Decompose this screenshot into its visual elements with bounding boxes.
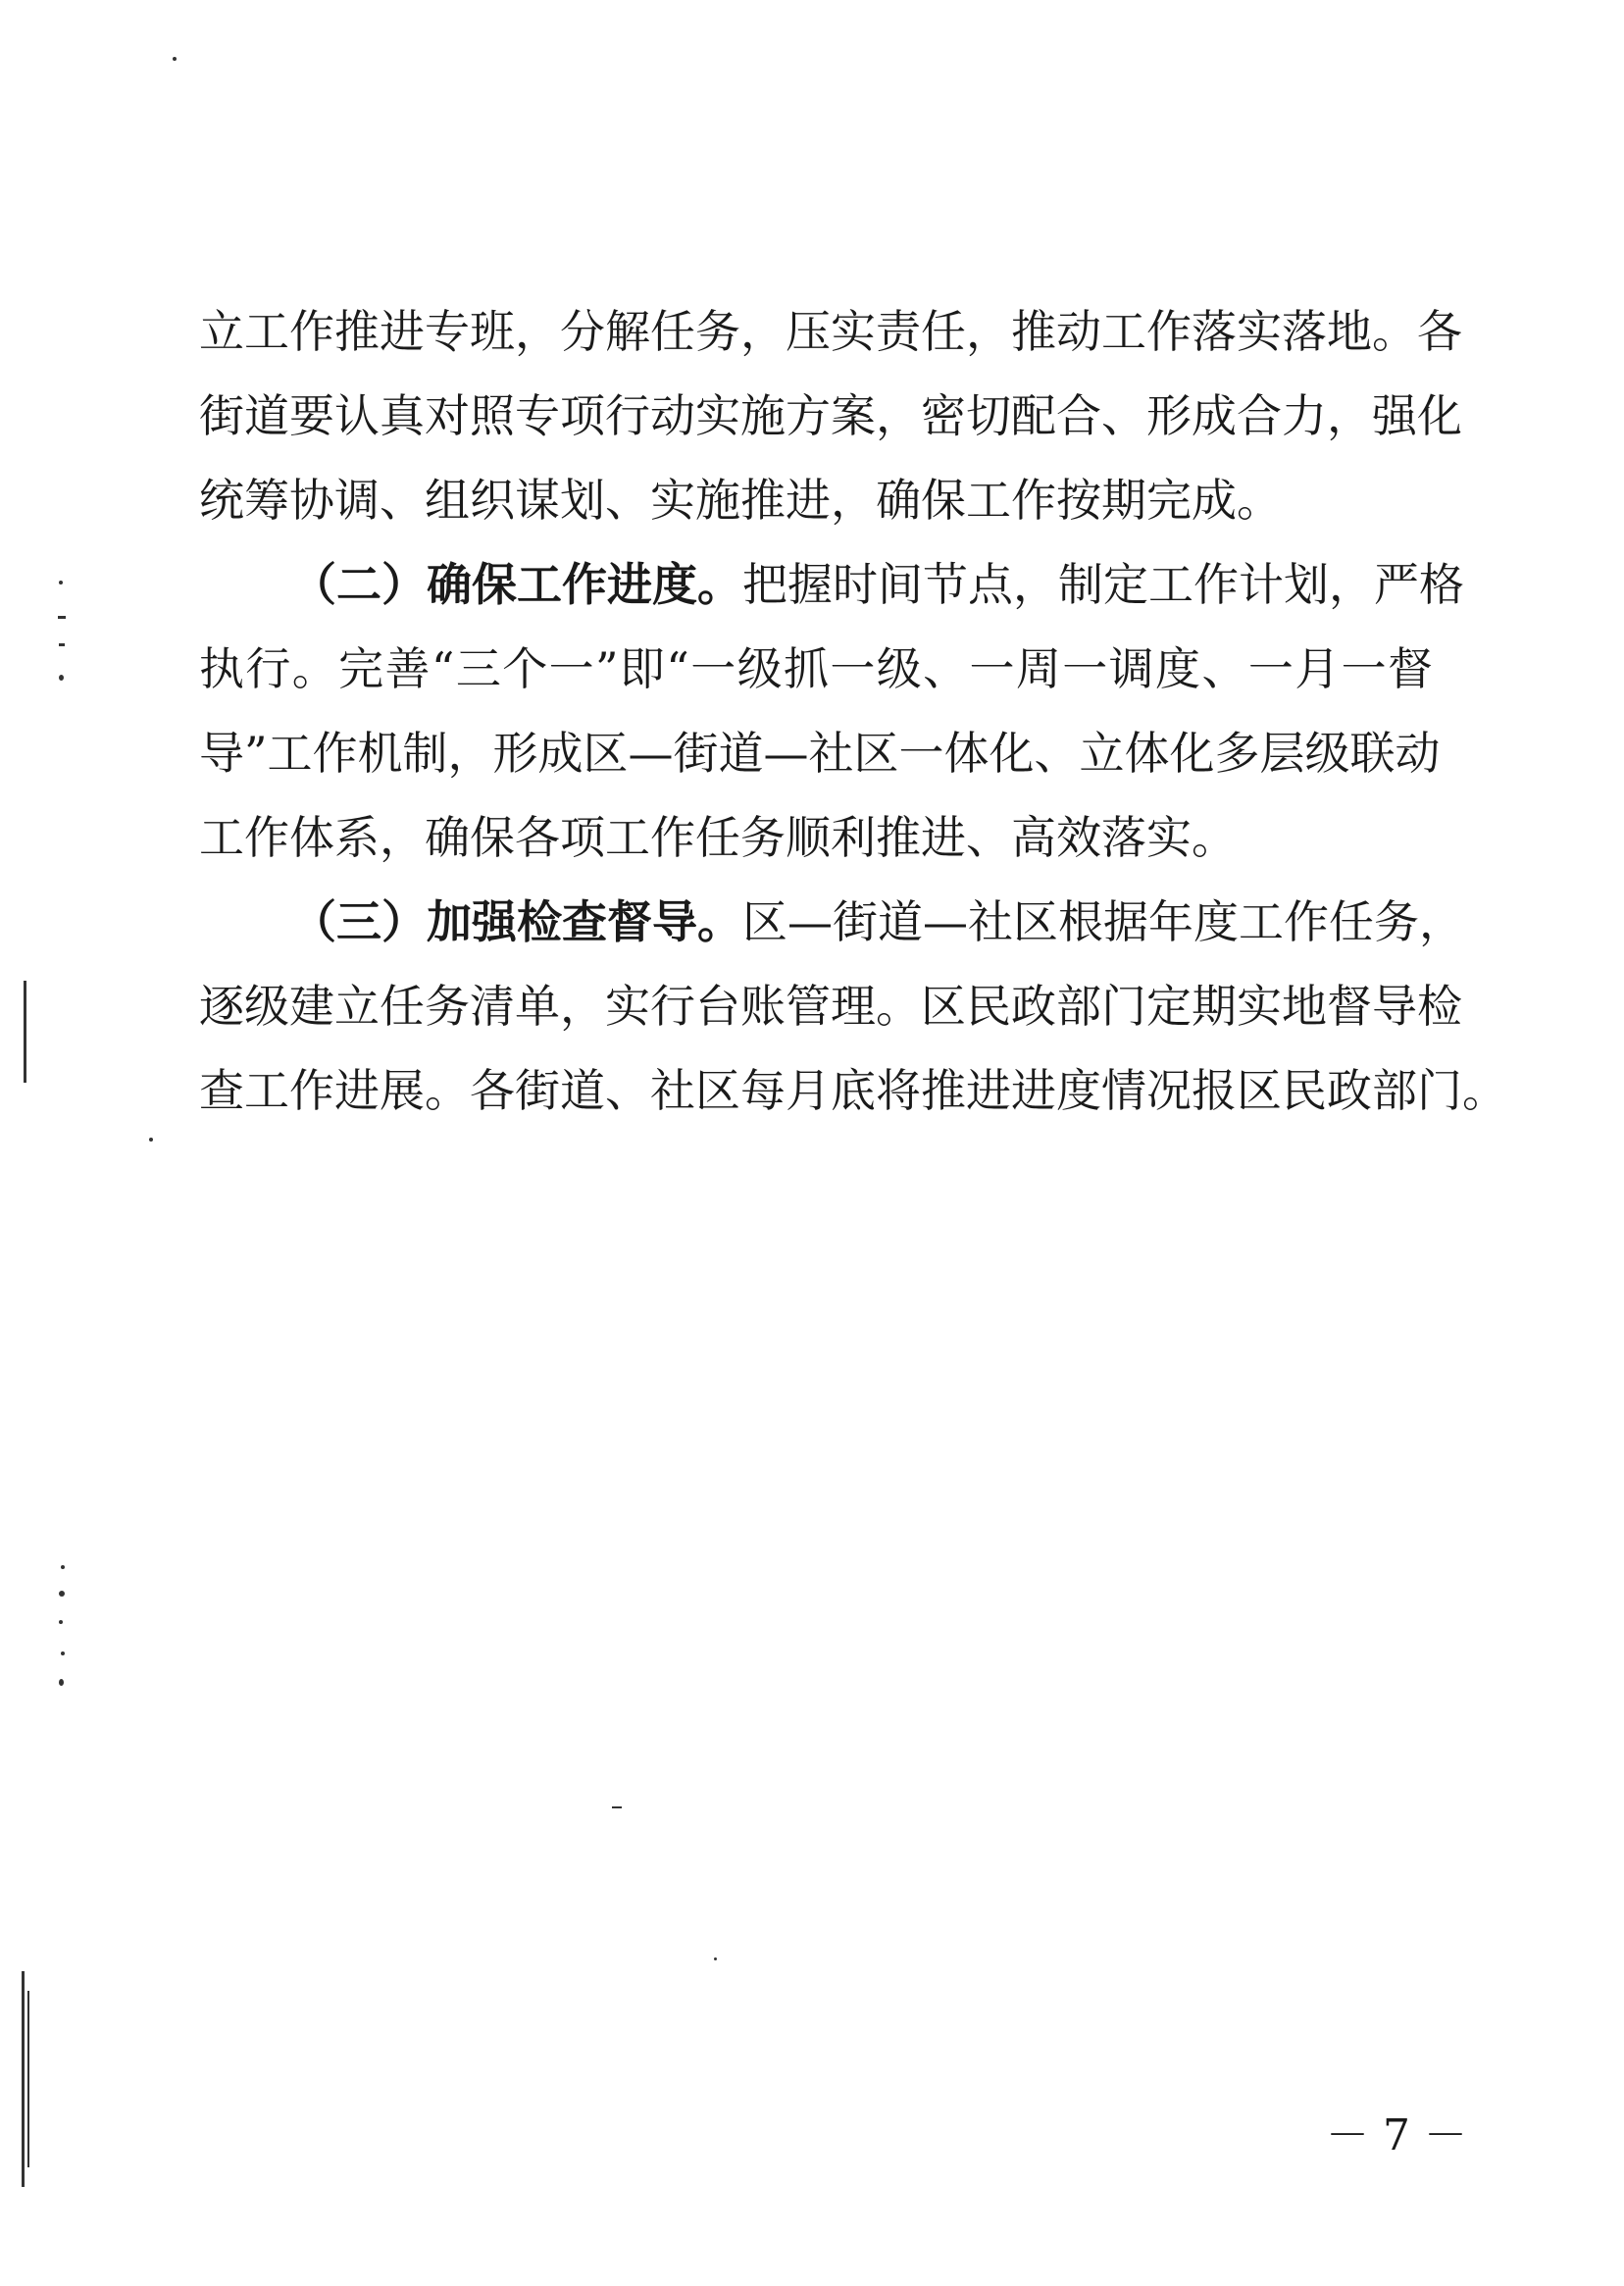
paragraph-line: 逐级建立任务清单，实行台账管理。区民政部门定期实地督导检 (199, 980, 1462, 1033)
scan-speck (59, 1591, 65, 1597)
scan-speck (61, 1565, 65, 1569)
scan-speck (59, 675, 64, 681)
paragraph-line: 立工作推进专班，分解任务，压实责任，推动工作落实落地。各 (199, 305, 1462, 358)
page-number: － 7 － (1326, 2110, 1467, 2160)
scan-line (24, 981, 26, 1083)
scan-speck (61, 1651, 65, 1655)
scan-speck (149, 1138, 153, 1142)
scan-speck (59, 1679, 64, 1686)
paragraph-line: 导”工作机制，形成区—街道—社区一体化、立体化多层级联动 (199, 727, 1441, 780)
section-ensure-progress (199, 542, 1464, 880)
scan-speck (173, 57, 177, 61)
scan-speck (612, 1806, 622, 1808)
scan-speck (59, 1620, 63, 1624)
scan-speck (58, 616, 66, 619)
scan-speck (714, 1957, 717, 1960)
scan-line (22, 1971, 25, 2187)
section-text: 把握时间节点，制定工作计划，严格 (742, 558, 1464, 611)
paragraph-line: 工作体系，确保各项工作任务顺利推进、高效落实。 (199, 811, 1237, 864)
section-text: 区—街道—社区根据年度工作任务， (742, 895, 1464, 948)
paragraph-line: 统筹协调、组织谋划、实施推进，确保工作按期完成。 (199, 474, 1282, 527)
paragraph-line: 街道要认真对照专项行动实施方案，密切配合、形成合力，强化 (199, 389, 1462, 442)
section-heading: （二）确保工作进度。 (291, 558, 742, 611)
scan-speck (59, 643, 65, 646)
document-body (199, 289, 1507, 1133)
paragraph-line: 查工作进展。各街道、社区每月底将推进进度情况报区民政部门。 (199, 1064, 1507, 1117)
section-inspection-supervision (199, 880, 1507, 1133)
scan-speck (59, 581, 63, 584)
paragraph-line: 执行。完善“三个一”即“一级抓一级、一周一调度、一月一督 (199, 642, 1433, 695)
section-heading: （三）加强检查督导。 (291, 895, 742, 948)
scan-line (27, 1991, 29, 2167)
section-first-line (199, 880, 1464, 964)
paragraph-work-implementation (199, 289, 1462, 542)
section-first-line (199, 542, 1464, 627)
